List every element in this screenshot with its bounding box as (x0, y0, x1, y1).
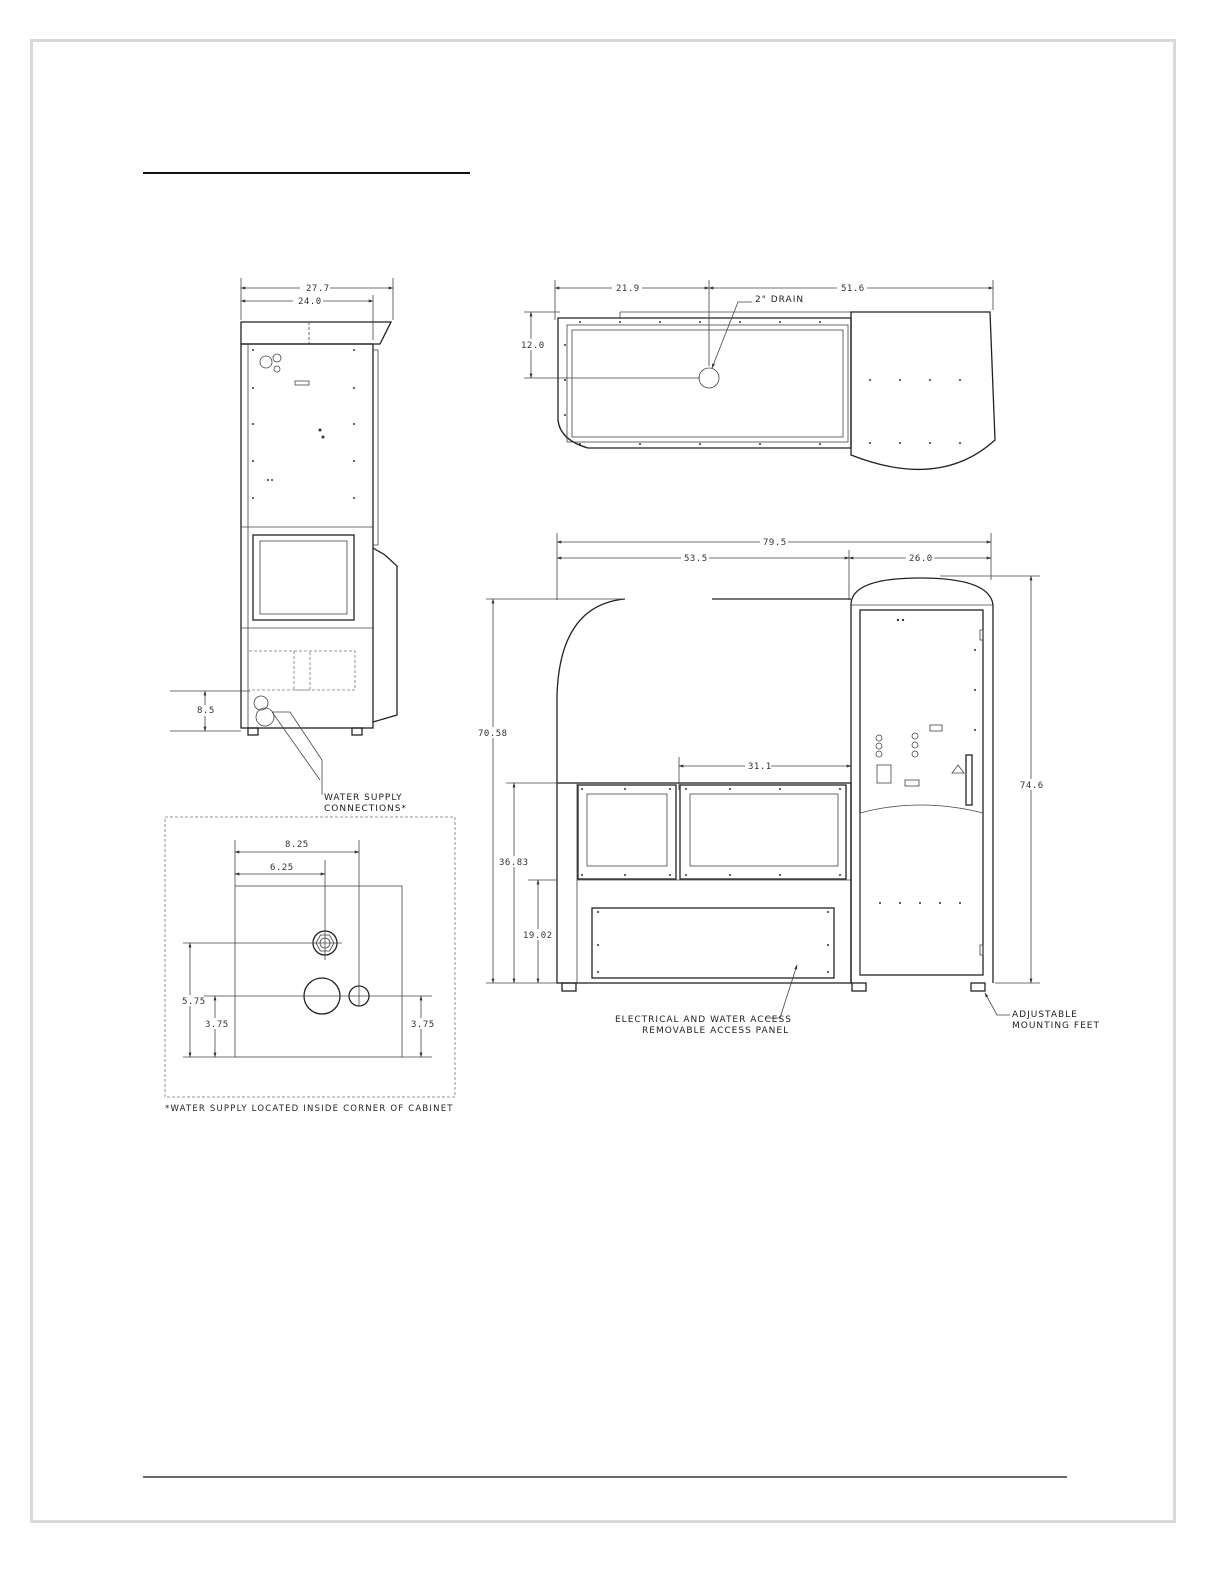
dim-front-total: 79.5 (763, 538, 787, 548)
dim-front-right: 26.0 (909, 554, 933, 564)
dim-side-supply-height: 8.5 (197, 706, 215, 716)
dim-detail-h3: 3.75 (411, 1020, 435, 1030)
dim-side-width-inner: 24.0 (298, 297, 322, 307)
dim-top-height: 12.0 (521, 341, 545, 351)
top-view (520, 280, 995, 469)
footnote: *WATER SUPPLY LOCATED INSIDE CORNER OF CABINET (165, 1104, 454, 1114)
dim-front-mid: 31.1 (748, 762, 772, 772)
dim-detail-w2: 6.25 (270, 863, 294, 873)
dim-detail-h1: 5.75 (182, 997, 206, 1007)
side-view (170, 278, 407, 814)
label-water-supply-1: WATER SUPPLY (324, 793, 403, 803)
label-water-supply-2: CONNECTIONS* (324, 804, 407, 814)
water-supply-detail (165, 817, 455, 1114)
dim-top-right: 51.6 (841, 284, 865, 294)
dim-front-height-left: 70.58 (478, 729, 508, 739)
dim-side-width-outer: 27.7 (306, 284, 330, 294)
dim-front-left: 53.5 (684, 554, 708, 564)
label-access-1: ELECTRICAL AND WATER ACCESS (615, 1015, 792, 1025)
dim-top-left: 21.9 (616, 284, 640, 294)
dim-front-counter: 36.83 (499, 858, 529, 868)
dim-detail-w1: 8.25 (285, 840, 309, 850)
label-feet-1: ADJUSTABLE (1012, 1010, 1078, 1020)
dim-detail-h2: 3.75 (205, 1020, 229, 1030)
dim-front-height-right: 74.6 (1020, 781, 1044, 791)
dim-front-base: 19.02 (523, 931, 553, 941)
label-drain: 2" DRAIN (755, 295, 805, 305)
label-feet-2: MOUNTING FEET (1012, 1021, 1100, 1031)
front-view (477, 533, 1100, 1036)
label-access-2: REMOVABLE ACCESS PANEL (642, 1026, 790, 1036)
